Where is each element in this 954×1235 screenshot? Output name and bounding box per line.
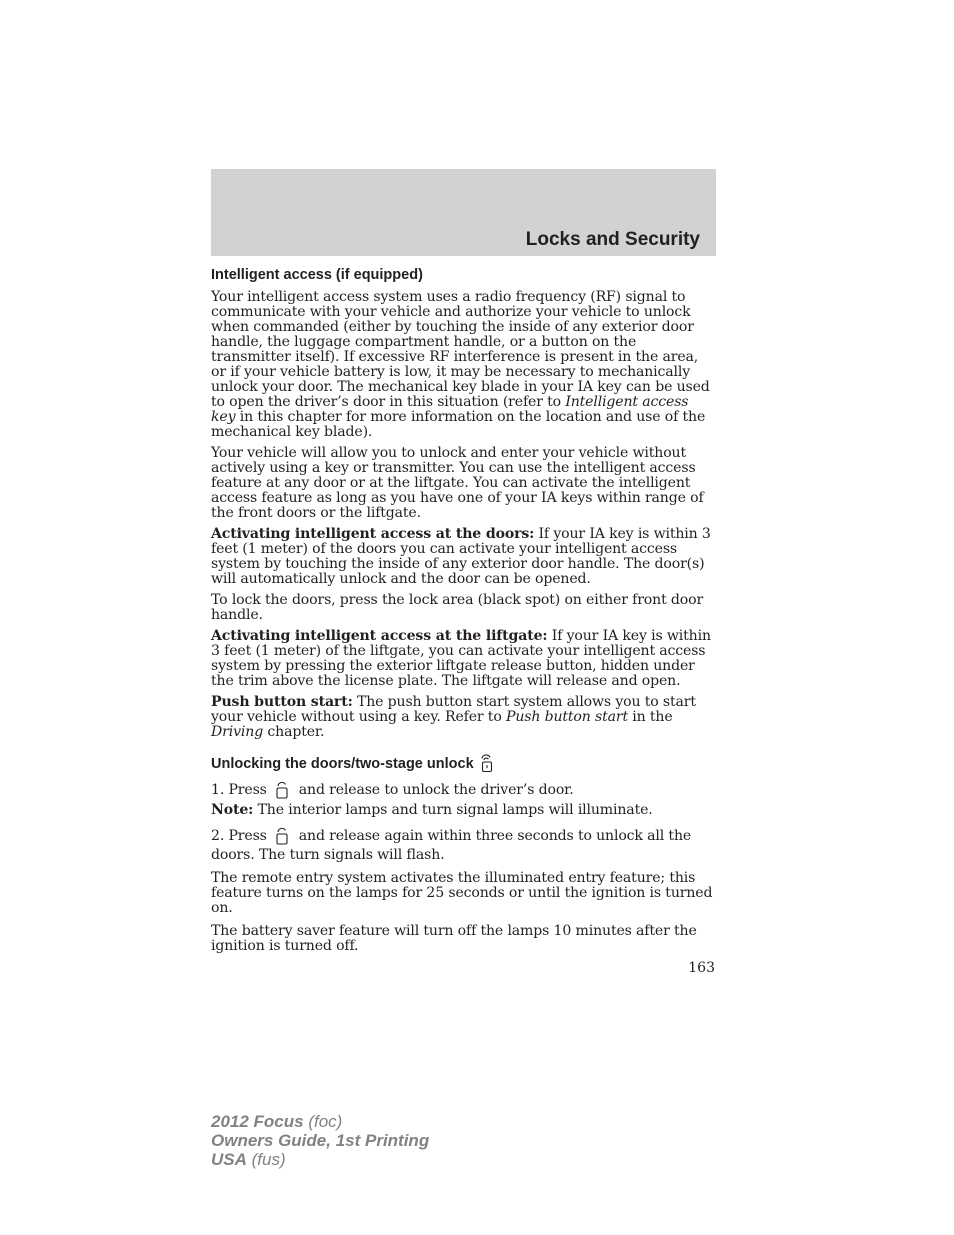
chapter-title: Locks and Security xyxy=(525,229,700,250)
text-span: The push button start system allows you to start your vehicle without using a key. Refer to xyxy=(211,694,696,725)
text-span: and release to unlock the driver’s door. xyxy=(298,781,574,798)
text-span: The interior lamps and turn signal lamps will illuminate. xyxy=(253,802,653,818)
note-lamps xyxy=(211,803,713,818)
step-2 xyxy=(211,826,713,846)
xref-intelligent-access-key: Intelligent access key xyxy=(211,394,689,425)
paragraph-ia-overview xyxy=(211,290,713,440)
text-span: in the xyxy=(627,709,673,725)
paragraph-push-button-start xyxy=(211,695,713,740)
step-1 xyxy=(211,780,713,800)
paragraph-ia-doors xyxy=(211,527,713,587)
unlock-padlock-icon xyxy=(478,754,496,774)
text-span: If your IA key is within 3 feet (1 meter) of the doors you can activate your intelligent access system by touching the inside of any exterior door handle. The door(s) will automatically unlock and the door can be opened. xyxy=(211,526,711,587)
bold-lead: Activating intelligent access at the doors: xyxy=(211,526,535,542)
section-heading-unlocking xyxy=(211,754,713,774)
text-span: Owners Guide, 1st Printing xyxy=(211,1131,430,1150)
bold-lead: Note: xyxy=(211,802,254,818)
xref-driving: Driving xyxy=(211,724,264,740)
bold-lead: Activating intelligent access at the liftgate: xyxy=(211,628,548,644)
text-span: 2. Press xyxy=(211,827,267,844)
text-span: (fus) xyxy=(246,1150,286,1169)
text-span: 1. Press xyxy=(211,781,267,798)
text-span: and release again within three seconds to unlock all the xyxy=(298,827,692,844)
xref-push-button-start: Push button start xyxy=(505,709,628,725)
text-span: (foc) xyxy=(303,1112,343,1131)
text-span: 2012 Focus xyxy=(211,1112,304,1131)
page-content xyxy=(211,266,713,960)
text-span: chapter. xyxy=(263,724,325,740)
paragraph-ia-usage: Your vehicle will allow you to unlock and enter your vehicle without actively using a key or transmitter. You can use the intelligent access feature at any door or at the liftgate. You can activate the intelligent access feature as long as you have one of your IA keys within range of the front doors or the liftgate. xyxy=(211,445,704,521)
unlock-padlock-icon xyxy=(273,826,291,846)
page-number: 163 xyxy=(688,960,715,976)
text-span: Your intelligent access system uses a radio frequency (RF) signal to communicate with your vehicle and authorize your vehicle to unlock when commanded (either by touching the inside of any exterior door handle, the luggage compartment handle, or a button on the transmitter itself). If excessive RF interference is present in the area, or if your vehicle battery is low, it may be necessary to mechanically unlock your door. The mechanical key blade in your IA key can be used to open the driver’s door in this situation (refer to xyxy=(211,289,710,410)
text-span: in this chapter for more information on the location and use of the mechanical key blade). xyxy=(211,409,706,440)
paragraph-ia-liftgate xyxy=(211,629,713,689)
text-span: If your IA key is within 3 feet (1 meter) of the liftgate, you can activate your intelligent access system by pressing the exterior liftgate release button, hidden under the trim above the license plate. The liftgate will release and open. xyxy=(211,628,711,689)
paragraph-illuminated-entry: The remote entry system activates the illuminated entry feature; this feature turns on the lamps for 25 seconds or until the ignition is turned on. xyxy=(211,870,713,916)
footer-line-model xyxy=(211,1112,429,1131)
footer-line-guide xyxy=(211,1131,429,1150)
bold-lead: Push button start: xyxy=(211,694,353,710)
text-span: USA xyxy=(211,1150,247,1169)
step-2-continued: doors. The turn signals will flash. xyxy=(211,847,445,863)
unlock-padlock-icon xyxy=(273,780,291,800)
paragraph-lock-doors: To lock the doors, press the lock area (black spot) on either front door handle. xyxy=(211,592,704,623)
chapter-header-band xyxy=(211,169,716,256)
heading-text: Unlocking the doors/two-stage unlock xyxy=(211,756,474,772)
section-heading-intelligent-access: Intelligent access (if equipped) xyxy=(211,267,423,283)
footer-line-region xyxy=(211,1150,429,1169)
paragraph-battery-saver: The battery saver feature will turn off the lamps 10 minutes after the ignition is turned off. xyxy=(211,923,697,954)
footer-print-info xyxy=(211,1112,429,1169)
